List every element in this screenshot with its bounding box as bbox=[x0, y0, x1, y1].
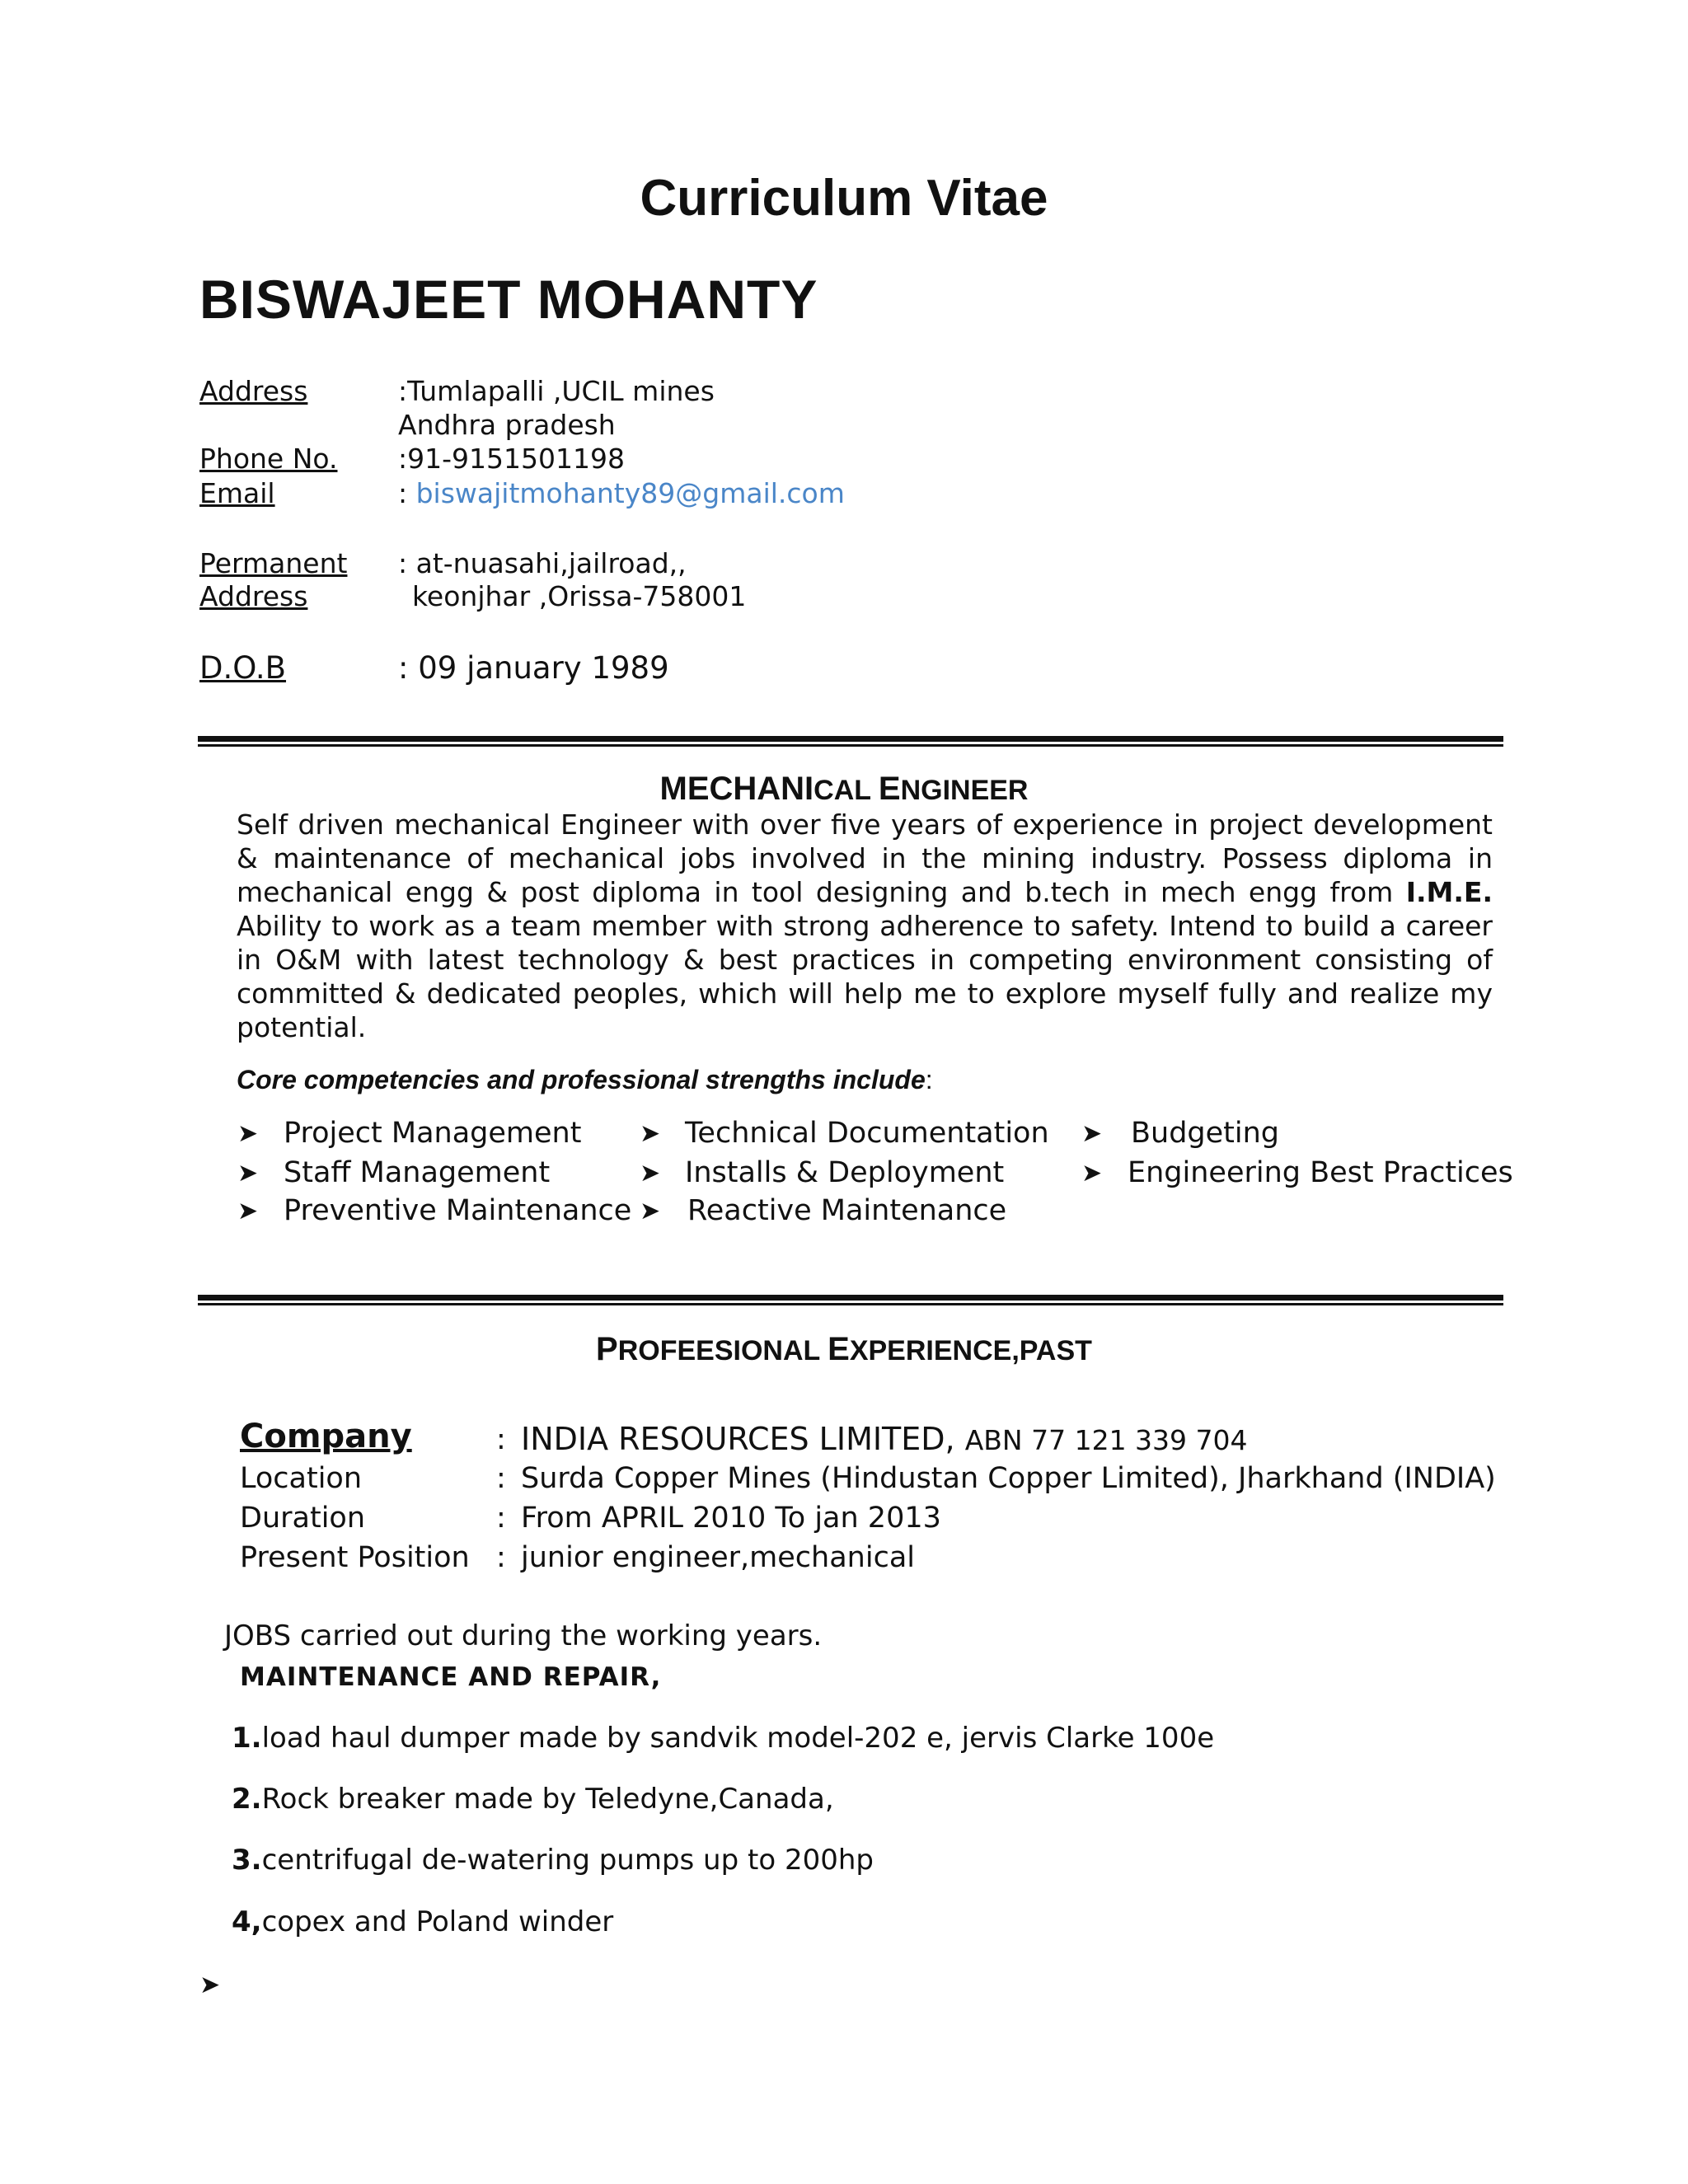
candidate-name: BISWAJEET MOHANTY bbox=[199, 269, 818, 330]
permanent-label: Permanent bbox=[199, 547, 348, 579]
arrowhead-bullet-icon: ➤ bbox=[237, 1159, 259, 1188]
arrowhead-bullet-icon: ➤ bbox=[640, 1197, 661, 1226]
address-label: Address bbox=[199, 375, 308, 407]
competency-item bbox=[237, 1197, 258, 1226]
competency-item bbox=[237, 1119, 258, 1148]
arrowhead-bullet-icon: ➤ bbox=[640, 1159, 661, 1188]
duration-label: Duration bbox=[240, 1502, 366, 1535]
email-link[interactable]: biswajitmohanty89@gmail.com bbox=[415, 477, 845, 509]
dob-value: : 09 january 1989 bbox=[398, 650, 669, 686]
job-item: 4,copex and Poland winder bbox=[232, 1905, 614, 1938]
phone-value: :91-9151501198 bbox=[398, 443, 625, 475]
section-divider bbox=[198, 736, 1503, 747]
arrowhead-bullet-icon: ➤ bbox=[1081, 1159, 1103, 1188]
separator: : bbox=[496, 1423, 506, 1456]
competency-item bbox=[1081, 1159, 1102, 1188]
jobs-category: MAINTENANCE AND REPAIR, bbox=[240, 1662, 662, 1692]
competency-label: Engineering Best Practices bbox=[1128, 1156, 1513, 1189]
company-label: Company bbox=[240, 1418, 412, 1455]
phone-label: Phone No. bbox=[199, 443, 338, 475]
profile-summary: Self driven mechanical Engineer with over five years of experience in project development & maintenance of mechanical jobs involved in the mining industry. Possess diploma in mechanical engg & post diploma in tool designing and b.tech in mech engg from I.M.E. Ability to work as a team member with strong adherence to safety. Intend to build a career in O&M with latest technology & best practices in competing environment consisting of committed & dedicated peoples, which will help me to explore myself fully and realize my potential. bbox=[237, 808, 1493, 1043]
competency-item bbox=[1081, 1119, 1102, 1148]
competency-label: Budgeting bbox=[1131, 1117, 1280, 1150]
permanent-line-2: keonjhar ,Orissa-758001 bbox=[412, 580, 747, 612]
email-label: Email bbox=[199, 477, 275, 509]
competency-item bbox=[640, 1159, 660, 1188]
experience-heading: PROFEESIONAL EXPERIENCE,PAST bbox=[596, 1331, 1092, 1367]
competency-item bbox=[640, 1119, 660, 1148]
job-item: 1.load haul dumper made by sandvik model-202 e, jervis Clarke 100e bbox=[232, 1722, 1215, 1755]
position-label: Present Position bbox=[240, 1541, 470, 1574]
permanent-line-1: : at-nuasahi,jailroad,, bbox=[398, 547, 687, 579]
empty-bullet bbox=[199, 1971, 220, 1999]
section-divider bbox=[198, 1295, 1503, 1305]
job-item: 2.Rock breaker made by Teledyne,Canada, bbox=[232, 1783, 834, 1816]
separator: : bbox=[496, 1502, 506, 1535]
duration-value: From APRIL 2010 To jan 2013 bbox=[521, 1502, 941, 1535]
permanent-address-label: Address bbox=[199, 580, 308, 612]
competency-label: Reactive Maintenance bbox=[687, 1194, 1007, 1227]
core-competencies-label: Core competencies and professional strengths include: bbox=[237, 1065, 933, 1094]
arrowhead-bullet-icon: ➤ bbox=[237, 1197, 259, 1226]
email-separator: : bbox=[398, 477, 416, 509]
address-line-2: Andhra pradesh bbox=[398, 409, 616, 441]
location-label: Location bbox=[240, 1462, 363, 1495]
arrowhead-bullet-icon: ➤ bbox=[199, 1971, 221, 1999]
competency-item bbox=[640, 1197, 660, 1226]
page-title: Curriculum Vitae bbox=[640, 170, 1048, 227]
address-line-1: :Tumlapalli ,UCIL mines bbox=[398, 375, 715, 407]
competency-label: Technical Documentation bbox=[685, 1117, 1049, 1150]
separator: : bbox=[496, 1462, 506, 1495]
dob-label: D.O.B bbox=[199, 650, 287, 686]
arrowhead-bullet-icon: ➤ bbox=[237, 1119, 259, 1148]
competency-item bbox=[237, 1159, 258, 1188]
arrowhead-bullet-icon: ➤ bbox=[1081, 1119, 1103, 1148]
competency-label: Preventive Maintenance bbox=[284, 1194, 632, 1227]
company-value: INDIA RESOURCES LIMITED, ABN 77 121 339 704 bbox=[521, 1421, 1248, 1457]
jobs-intro: JOBS carried out during the working years. bbox=[224, 1619, 823, 1652]
separator: : bbox=[496, 1541, 506, 1574]
job-item: 3.centrifugal de-watering pumps up to 200hp bbox=[232, 1844, 874, 1877]
position-value: junior engineer,mechanical bbox=[521, 1541, 915, 1574]
arrowhead-bullet-icon: ➤ bbox=[640, 1119, 661, 1148]
profile-heading: MECHANICAL ENGINEER bbox=[659, 771, 1029, 807]
competency-label: Installs & Deployment bbox=[685, 1156, 1005, 1189]
competency-label: Project Management bbox=[284, 1117, 582, 1150]
email-row bbox=[398, 477, 845, 509]
location-value: Surda Copper Mines (Hindustan Copper Limited), Jharkhand (INDIA) bbox=[521, 1462, 1496, 1495]
competency-label: Staff Management bbox=[284, 1156, 551, 1189]
